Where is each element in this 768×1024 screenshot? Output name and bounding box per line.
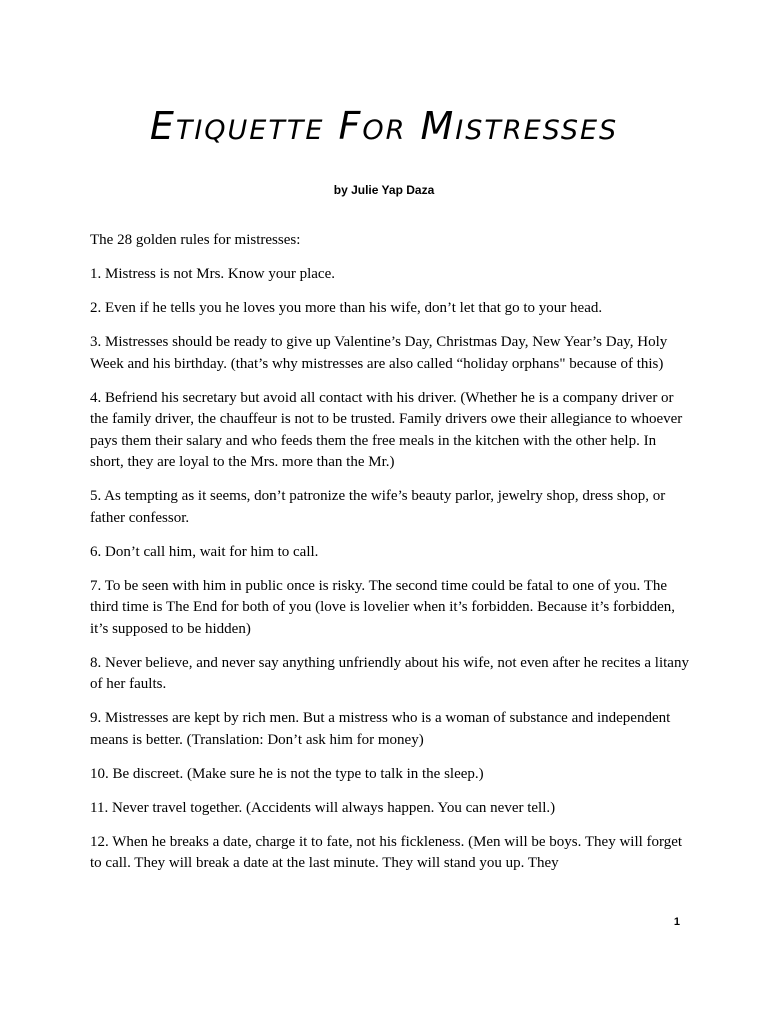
intro-paragraph: The 28 golden rules for mistresses: [90, 232, 301, 248]
rule-paragraph: 6. Don’t call him, wait for him to call. [90, 543, 319, 560]
rule-paragraph: 4. Befriend his secretary but avoid all contact with his driver. (Whether he is a company driver or the family driver, the chauffeur is not to be trusted. Family drivers owe their allegiance to whoever pays them their salary and who feeds them the free meals in the kitchen with the other help. In short, they are loyal to the Mrs. more than the Mr.) [90, 389, 683, 470]
rule-paragraph: 9. Mistresses are kept by rich men. But a mistress who is a woman of substance and independent means is better. (Translation: Don’t ask him for money) [90, 710, 671, 748]
document-title: Etiquette For Mistresses [149, 104, 619, 148]
rule-paragraph: 3. Mistresses should be ready to give up Valentine’s Day, Christmas Day, New Year’s Day, Holy Week and his birthday. (that’s why mistresses are also called “holiday orphans" because of this) [90, 334, 668, 372]
rule-paragraph: 12. When he breaks a date, charge it to fate, not his fickleness. (Men will be boys. They will forget to call. They will break a date at the last minute. They will stand you up. They [90, 833, 683, 871]
rule-paragraph: 2. Even if he tells you he loves you more than his wife, don’t let that go to your head. [90, 300, 603, 316]
rule-paragraph: 10. Be discreet. (Make sure he is not the type to talk in the sleep.) [90, 765, 484, 782]
document-body [90, 230, 690, 887]
rule-paragraph: 8. Never believe, and never say anything unfriendly about his wife, not even after he recites a litany of her faults. [90, 654, 689, 692]
rule-paragraph: 1. Mistress is not Mrs. Know your place. [90, 266, 335, 282]
document-byline: by Julie Yap Daza [333, 183, 435, 197]
rule-paragraph: 5. As tempting as it seems, don’t patronize the wife’s beauty parlor, jewelry shop, dress shop, or father confessor. [90, 488, 666, 526]
page-number: 1 [673, 916, 680, 928]
rule-paragraph: 7. To be seen with him in public once is risky. The second time could be fatal to one of you. The third time is The End for both of you (love is lovelier when it’s forbidden. Because it’s forbidden, it’s supposed to be hidden) [90, 577, 676, 637]
rule-paragraph: 11. Never travel together. (Accidents will always happen. You can never tell.) [90, 799, 556, 816]
